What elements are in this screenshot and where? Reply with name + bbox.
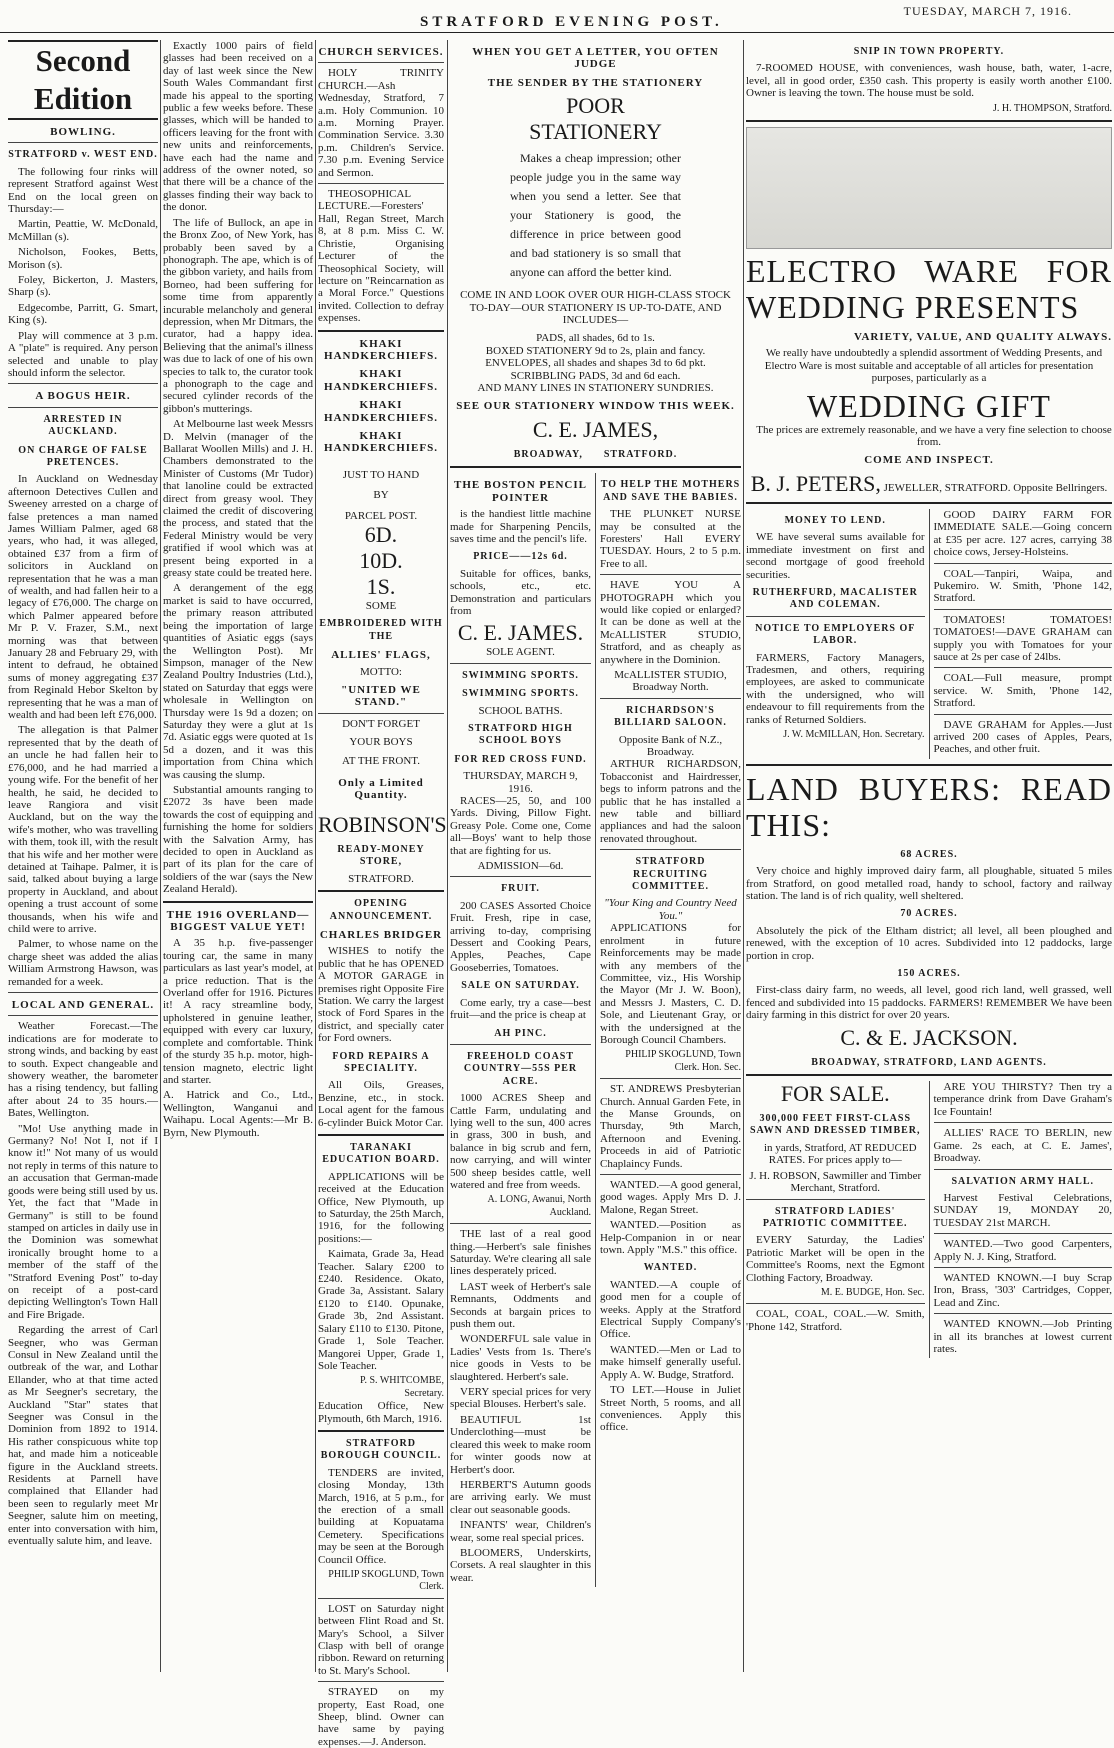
recruiting-paragraph: APPLICATIONS for enrolment in future Reinforcements may be made with any members of the Committee, viz., His Worship the Mayor (Mr J. W. Boon), and Messrs J. Masters, C. D. Sole, and Lieutenant Gray, or with the undersigned at the Borough Council Chambers.: [600, 922, 741, 1046]
money-heading: MONEY TO LEND.: [784, 514, 886, 526]
tomatoes-notice: TOMATOES! TOMATOES! TOMATOES!—DAVE GRAHAM can supply you with Tomatoes for your sauce at 2s per case of 24lbs.: [933, 613, 1112, 663]
herbert-notice: INFANTS' wear, Children's wear, some real special prices.: [450, 1519, 591, 1544]
bowling-paragraph: The following four rinks will represent Stratford against West End on the local green on Thursday:—: [8, 165, 158, 216]
your-boys: YOUR BOYS: [349, 736, 413, 749]
news-paragraph: Exactly 1000 pairs of field glasses had been received on a day of last week since the New South Wales Commandant first made his appeal to the sporting public a few weeks before. These glasses, which will be handed to officers leaving for the front with new units and reinforcements, have each had the name and address of the owner noted, so that there will be a chance of the glasses finding their way back to the donor.: [163, 40, 313, 214]
some-text: SOME: [365, 600, 397, 612]
bogus-heir-heading: A BOGUS HEIR.: [35, 390, 131, 403]
price: 10D.: [359, 548, 403, 573]
bowling-subheading: STRATFORD v. WEST END.: [8, 149, 158, 161]
wanted-notice: WANTED.—A good general, good wages. Apply Mrs D. J. Malone, Regan Street.: [600, 1179, 741, 1216]
races-paragraph: RACES—25, 50, and 100 Yards. Diving, Pillow Fight. Greasy Pole. Come one, Come all—Boys' want to help those that are fighting for us.: [450, 795, 591, 857]
peters-subtitle: JEWELLER, STRATFORD. Opposite Bellringers.: [883, 481, 1108, 494]
khaki-line: KHAKI HANDKERCHIEFS.: [324, 368, 438, 393]
borough-paragraph: TENDERS are invited, closing Monday, 13th March, 1916, at 5 p.m., for the erection of a small building at Kopuatama Cemetery. Specifications may be seen at the Borough Council Office.: [318, 1466, 444, 1566]
snip-signature: J. H. THOMPSON, Stratford.: [993, 102, 1112, 114]
swimming-heading: SWIMMING SPORTS.: [462, 669, 579, 681]
school-boys: STRATFORD HIGH SCHOOL BOYS: [468, 722, 573, 747]
snip-heading: SNIP IN TOWN PROPERTY.: [853, 46, 1005, 57]
forsale-heading: FOR SALE.: [780, 1081, 890, 1107]
snip-paragraph: 7-ROOMED HOUSE, with conveniences, wash house, bath, water, 1-acre, level, all in good order, £350 cash. This property is easily worth another £100. Owner is leaving the town. The house must be sold.: [746, 62, 1112, 100]
just-to-hand: JUST TO HAND: [342, 468, 420, 481]
billiard-paragraph: ARTHUR RICHARDSON, Tobacconist and Hairdresser, begs to inform patrons and the public that he has installed a new table and billiard appliances and had the saloon renovated throughout.: [600, 758, 741, 845]
land-paragraph: First-class dairy farm, no weeds, all level, good rich land, well grassed, well fenced and subdivided into 15 paddocks. FARMERS! REMEMBER We have been dairy farming in this district for over 20 years.: [746, 984, 1112, 1022]
james-name-2: C. E. JAMES.: [457, 620, 584, 646]
by-text: BY: [373, 489, 389, 502]
bowling-paragraph: Play will commence at 3 p.m. A "plate" is required. Any person selected and unable to play should inform the selector.: [8, 329, 158, 379]
bogus-subheading: ARRESTED IN AUCKLAND.: [43, 413, 123, 438]
column-rule: [160, 40, 161, 1672]
stationery-item: AND MANY LINES IN STATIONERY SUNDRIES.: [477, 382, 714, 395]
admission: ADMISSION—6d.: [477, 860, 564, 873]
recruiting-signature: PHILIP SKOGLUND, Town Clerk. Hon. Sec.: [625, 1049, 741, 1073]
boston-paragraph: Suitable for offices, banks, schools, etc., etc. Demonstration and particulars from: [450, 567, 591, 617]
bogus-paragraph: Palmer, to whose name on the charge sheet was added the alias William Armstrong Hawson, was remanded for a week.: [8, 938, 158, 988]
fruit-heading: FRUIT.: [501, 883, 540, 895]
local-paragraph: Regarding the arrest of Carl Seegner, who was German Consul in New Zealand until the outbreak of the war, and Lothar Ellander, who at that time acted as Mr Seegner's secretary, the Auckland "Star" states that Seegner was Consul in the Dominion from 1892 to 1914. His rather conspicuous white top hat, and made him a noticeable figure in the Auckland streets. Residents at Parnell have complained that Ellander had been seen to regularly meet Mr Seegner, salute him on meeting, enter into conversation with him, eventually salute him, and leave.: [8, 1324, 158, 1548]
electroware-illustration: [746, 127, 1112, 249]
overland-paragraph: A 35 h.p. five-passenger touring car, the same in many particulars as last year's model, at a price reduction. That is the Overland offer for 1916. Pictures it! A racy streamline body, upholstered in genuine leather, equipped with every car luxury, complete and comfortable. Think of the sturdy 35 h.p. motor, high-tension magneto, electric light and starter.: [163, 937, 313, 1086]
stationery-tagline: THE SENDER BY THE STATIONERY: [487, 76, 704, 89]
wanted-notice: WANTED.—Men or Lad to make himself generally useful. Apply A. W. Budge, Stratford.: [600, 1343, 741, 1381]
mothers-heading: TO HELP THE MOTHERS AND SAVE THE BABIES.: [600, 479, 741, 503]
bogus-paragraph: The allegation is that Palmer represented that by the death of an uncle he had fallen heir to £76,000, and he had married a young wife. For the benefit of her health, he said, he decided to leave Rangiora and visit Auckland, but on the way the wife's mother, who was travelling with them, took ill, with the result that his wife and her mother were detained at Taihape. Palmer, it is said, talked about buying a large property in Auckland, and about opening a trust account of some thousands, when his wife and child were to arrive.: [8, 724, 158, 935]
borough-heading: STRATFORD BOROUGH COUNCIL.: [320, 1437, 442, 1462]
khaki-line: KHAKI HANDKERCHIEFS.: [324, 337, 438, 362]
labor-signature: J. W. McMILLAN, Hon. Secretary.: [783, 728, 925, 740]
education-signature: P. S. WHITCOMBE, Secretary.: [360, 1375, 444, 1399]
second-edition-banner: Second Edition: [8, 40, 158, 120]
ladies-heading: STRATFORD LADIES' PATRIOTIC COMMITTEE.: [762, 1205, 908, 1229]
news-paragraph: At Melbourne last week Messrs D. Melvin (manager of the Ballarat Woollen Mills) and J. H. Chambers demonstrated to the Minister of Customs (Mr Tudor) that lanoline could be extracted direct from greasy wool. They claimed the credit of discovering the process, and stated that the Federal Ministry would be very gratified if wool which was at present being exported in a greasy state could be treated here.: [163, 418, 313, 580]
freehold-signature: A. LONG, Awanui, North Auckland.: [487, 1194, 591, 1218]
opening-heading: OPENING ANNOUNCEMENT.: [329, 898, 433, 922]
col4-left-subcolumn: [450, 473, 591, 1587]
wanted-notice: TO LET.—House in Juliet Street North, 5 rooms, and all conveniences. Apply this office.: [600, 1384, 741, 1434]
stationery-tagline: WHEN YOU GET A LETTER, YOU OFTEN JUDGE: [472, 46, 719, 71]
carpenters-notice: WANTED.—Two good Carpenters, Apply N. J. King, Stratford.: [933, 1238, 1112, 1263]
wanted-heading: WANTED.: [643, 1262, 698, 1274]
forsale-signature: J. H. ROBSON, Sawmiller and Timber Merchant, Stratford.: [749, 1169, 922, 1195]
news-paragraph: A derangement of the egg market is said to have occurred, the primary reason attributed being the importation of large quantities of Asiatic eggs (says the Wellington Post). Mr Simpson, manager of the New Zealand Poultry Industries (Ltd.), stated on Saturday that eggs were wholesale in Wellington on Thursday were 1s 9d a dozen; on Saturday they were a glut at 1s 7d. Asiatic eggs were quoted at 1s 5d a dozen, and it was this importation from China which was causing the slump.: [163, 582, 313, 781]
coal-notice: COAL, COAL, COAL.—W. Smith, 'Phone 142, Stratford.: [746, 1308, 925, 1333]
column-1: [8, 40, 158, 1672]
billiard-heading: RICHARDSON'S BILLIARD SALOON.: [614, 704, 727, 729]
swimming-heading: SWIMMING SPORTS.: [462, 688, 579, 700]
fruit-sale: SALE ON SATURDAY.: [461, 980, 580, 992]
herbert-notice: BEAUTIFUL 1st Underclothing—must be cleared this week to make room for winter goods now at Herbert's door.: [450, 1413, 591, 1476]
herbert-notice: VERY special prices for very special Blouses. Herbert's sale.: [450, 1386, 591, 1411]
forsale-subheading: 300,000 FEET FIRST-CLASS SAWN AND DRESSED TIMBER,: [749, 1113, 921, 1137]
bogus-subheading: ON CHARGE OF FALSE PRETENCES.: [18, 444, 148, 468]
khaki-line: KHAKI HANDKERCHIEFS.: [324, 429, 438, 455]
land-paragraph: Absolutely the pick of the Eltham district; all level, all been ploughed and renewed, with the exception of 10 acres. Subdivided into 12 paddocks, large portion in crop.: [746, 924, 1112, 962]
united-motto: "UNITED WE STAND.": [341, 684, 421, 709]
studio-name: McALLISTER STUDIO, Broadway North.: [614, 668, 727, 694]
land-subheading: 150 ACRES.: [897, 968, 961, 980]
recruiting-heading: STRATFORD RECRUITING COMMITTEE.: [632, 856, 709, 893]
coal-notice: COAL—Tanpiri, Waipa, and Pukemiro. W. Smith, 'Phone 142, Stratford.: [933, 567, 1112, 605]
land-paragraph: Very choice and highly improved dairy farm, all ploughable, situated 5 miles from Stratford, on good metalled road, handy to school, factory and railway station. The land is of rich quality, well sheltered.: [746, 865, 1112, 902]
dairy-notice: GOOD DAIRY FARM FOR IMMEDIATE SALE.—Going concern at £35 per acre. 127 acres, carrying 38 choice cows, Jersey-Holsteins.: [933, 508, 1112, 559]
column-rule: [743, 40, 744, 1672]
land-subheading: 68 ACRES.: [900, 848, 958, 860]
bowling-paragraph: Foley, Bickerton, J. Masters, Sharp (s).: [8, 274, 158, 299]
bowling-paragraph: Martin, Peattie, W. McDonald, McMillan (s).: [8, 218, 158, 243]
gift-paragraph: The prices are extremely reasonable, and we have a very fine selection to choose from.: [756, 423, 1112, 449]
bowling-heading: BOWLING.: [50, 126, 116, 138]
masthead-date: TUESDAY, MARCH 7, 1916.: [903, 4, 1072, 18]
khaki-line: KHAKI HANDKERCHIEFS.: [324, 399, 438, 424]
local-paragraph: Weather Forecast.—The indications are for moderate to strong winds, and backing by east to south. Expect changeable and showery weather, the barometer has a rising tendency, but falling after about 24 to 35 hours.—Bates, Wellington.: [8, 1020, 158, 1120]
lost-notice: LOST on Saturday night between Flint Road and St. Mary's School, a Silver Clasp with bell of orange ribbon. Reward on returning to St. Mary's School.: [318, 1602, 444, 1677]
inspect-text: COME AND INSPECT.: [864, 454, 994, 467]
herbert-notice: THE last of a real good thing.—Herbert's sale finishes Saturday. We're clearing all sale lines desperately priced.: [450, 1228, 591, 1278]
price: 6D.: [364, 522, 398, 547]
recruiting-slogan: "Your King and Country Need You.": [604, 897, 737, 922]
opening-paragraph: WISHES to notify the public that he has OPENED A MOTOR GARAGE in premises right Opposite Fire Station. We carry the largest stock of Ford Spares in the district, and specially cater for Ford owners.: [318, 945, 444, 1045]
column-rule: [447, 40, 448, 1672]
red-cross: FOR RED CROSS FUND.: [454, 753, 587, 765]
stationery-heading: STATIONERY: [529, 119, 662, 145]
james-name: C. E. JAMES,: [532, 416, 659, 442]
james-street: BROADWAY,: [513, 448, 583, 460]
motto-label: MOTTO:: [360, 665, 402, 678]
herbert-notice: BLOOMERS, Underskirts, Corsets. A real slaughter in this wear.: [450, 1546, 591, 1584]
overland-signature: A. Hatrick and Co., Ltd., Wellington, Wanganui and Waihapu. Local Agents:—Mr B. Byrn, New Plymouth.: [163, 1089, 313, 1139]
column-2: [163, 40, 313, 1672]
education-date: Education Office, New Plymouth, 6th March, 1916.: [318, 1400, 444, 1425]
forsale-paragraph: in yards, Stratford, AT REDUCED RATES. For prices apply to—: [763, 1141, 917, 1167]
limited-quantity: Only a Limited Quantity.: [338, 777, 424, 802]
stationery-item: ENVELOPES, all shades and shapes 3d to 6d pkt.: [485, 357, 706, 370]
column-5: [746, 40, 1112, 1672]
printing-notice: WANTED KNOWN.—Job Printing in all its branches at lowest current rates.: [933, 1318, 1112, 1355]
boston-heading: THE BOSTON PENCIL POINTER: [454, 479, 587, 504]
ready-money-store: READY-MONEY STORE,: [337, 843, 425, 868]
bowling-paragraph: Nicholson, Fookes, Betts, Morison (s).: [8, 246, 158, 271]
robinsons-name: ROBINSON'S: [318, 811, 447, 837]
embroidered-text: EMBROIDERED WITH THE: [319, 618, 443, 642]
column-4: [450, 40, 741, 1672]
stationery-item: SCRIBBLING PADS, 3d and 6d each.: [510, 369, 681, 382]
education-heading: TARANAKI EDUCATION BOARD.: [322, 1142, 440, 1166]
sole-agent: SOLE AGENT.: [486, 646, 555, 659]
electro-paragraph: We really have undoubtedly a splendid assortment of Wedding Presents, and Electro Ware is most suitable and acceptable of all articles for presentation purposes, particularly as a: [764, 347, 1103, 385]
local-paragraph: "Mo! Use anything made in Germany? No! Not I, not if I know it!" Not many of us would not reply in terms of this nature to an accusation that German-made goods were being still used by us. Yet, the fact that "Made in Germany" is still to be found stamped on articles in daily use in the Dominion was somewhat ironically brought home to a member of the staff of the "Stratford Evening Post" to-day on receipt of a post-card depicting Wellington's Town Hall and Fire Brigade.: [8, 1122, 158, 1321]
fruit-paragraph: 200 CASES Assorted Choice Fruit. Fresh, ripe in case, arriving to-day, comprising Dessert and Cooking Pears, Apples, Peaches, Cape Gooseberries, Tomatoes.: [450, 899, 591, 974]
ford-paragraph: All Oils, Greases, Benzine, etc., in stock. Local agent for the famous 6-cylinder Buick Motor Car.: [318, 1079, 444, 1129]
school-baths: SCHOOL BATHS.: [478, 704, 563, 717]
column-rule: [315, 40, 316, 1672]
money-signature: RUTHERFURD, MACALISTER AND COLEMAN.: [752, 586, 918, 611]
stationery-body: Makes a cheap impression; other people judge you in the same way when you send a letter. See that your Stationery is good, the difference in price between good and bad stationery is so small that anyone can afford the better kind.: [510, 151, 681, 280]
variety-text: VARIETY, VALUE, AND QUALITY ALWAYS.: [853, 331, 1112, 344]
mothers-paragraph: THE PLUNKET NURSE may be consulted at the Foresters' Hall EVERY TUESDAY. Hours, 2 to 5 p.m. Free to all.: [600, 508, 741, 570]
electro-heading: ELECTRO WARE FOR WEDDING PRESENTS: [746, 253, 1112, 326]
herbert-notice: WONDERFUL sale value in Ladies' Vests from 1s. There's nice goods in Vests to be slaughtered. Herbert's sale.: [450, 1333, 591, 1383]
church-notice: HOLY TRINITY CHURCH.—Ash Wednesday, Stratford, 7 a.m. Holy Communion. 10 a.m. Morning Prayer. Commination Service. 3.30 p.m. Children's Service. 7.30 p.m. Evening Service and Sermon.: [318, 67, 444, 179]
ladies-paragraph: EVERY Saturday, the Ladies' Patriotic Market will be open in the Committee's Rooms, next the Egmont Clothing Factory, Broadway.: [746, 1234, 925, 1284]
poor-heading: POOR: [566, 93, 625, 119]
land-buyers-heading: [746, 771, 1112, 843]
money-paragraph: WE have several sums available for immediate investment on first and second mortgage of good freehold securities.: [746, 531, 925, 581]
local-general-heading: LOCAL AND GENERAL.: [11, 999, 155, 1011]
ladies-signature: M. E. BUDGE, Hon. Sec.: [820, 1286, 925, 1298]
wanted-notice: WANTED.—Position as Help-Companion in or near town. Apply "M.S." this office.: [600, 1219, 741, 1257]
fruit-seller: AH PINC.: [494, 1027, 547, 1039]
stationery-window: SEE OUR STATIONERY WINDOW THIS WEEK.: [456, 400, 735, 413]
jackson-name: C. & E. JACKSON.: [840, 1024, 1018, 1050]
wedding-gift-heading: WEDDING GIFT: [807, 387, 1051, 424]
coal-notice: COAL—Full measure, prompt service. W. Smith, 'Phone 142, Stratford.: [933, 672, 1112, 710]
allies-game-notice: ALLIES' RACE TO BERLIN, new Game. 2s each, at C. E. James', Broadway.: [933, 1127, 1112, 1165]
theosophical-notice: THEOSOPHICAL LECTURE.—Foresters' Hall, Regan Street, March 8, at 8 p.m. Miss C. W. Christie, Organising Lecturer of the Theosophical Society, will lecture on "Reincarnation as a Moral Force." Questions invited. Collection to defray expenses.: [318, 188, 444, 325]
news-paragraph: The life of Bullock, an ape in the Bronx Zoo, of New York, has probably been saved by a phonograph. The ape, which is of the gibbon variety, and hails from Borneo, had been suffering for some time from apparently incurable melancholy and general depression, when Mr Ditmars, the curator, had a happy idea. Believing that the animal's illness was due to lack of one of his own species to talk to, the curator took a phonograph to the cage and secured cylinder records of the gibbon's mutterings.: [163, 216, 313, 415]
col4-right-subcolumn: [595, 473, 741, 1587]
peters-name: B. J. PETERS,: [750, 470, 881, 496]
masthead-title: STRATFORD EVENING POST.: [420, 14, 723, 30]
education-paragraph: APPLICATIONS will be received at the Education Office, New Plymouth, up to Saturday, the 25th March, 1916, for the following positions:—: [318, 1170, 444, 1245]
charles-bridger: CHARLES BRIDGER: [319, 928, 443, 941]
parcel-post: PARCEL POST.: [344, 509, 418, 522]
borough-signature: PHILIP SKOGLUND, Town Clerk.: [328, 1569, 444, 1593]
land-subheading: 70 ACRES.: [900, 908, 958, 920]
herbert-notice: LAST week of Herbert's sale Remnants, Oddments and Seconds at bargain prices to push them out.: [450, 1280, 591, 1331]
swim-date: THURSDAY, MARCH 9, 1916.: [463, 770, 578, 795]
education-paragraph: Kaimata, Grade 3a, Head Teacher. Salary £200 to £240. Residence. Okato, Grade 3a, Assistant. Salary £120 to £140. Opunake, Grade 3b, 2nd Assistant. Salary £110 to £130. Pitone, Grade 1, Sole Teacher. Mangorei Upper, Grade 1, Sole Teacher.: [318, 1248, 444, 1372]
news-paragraph: Substantial amounts ranging to £2072 3s have been made towards the cost of equipping and furnishing the home for soldiers with the Salvation Army, has decided to open in Auckland as part of its plan for the care of soldiers of the war (says the New Zealand Herald).: [163, 783, 313, 896]
salvation-heading: SALVATION ARMY HALL.: [951, 1175, 1095, 1187]
stationery-item: BOXED STATIONERY 9d to 2s, plain and fancy.: [485, 344, 706, 357]
column-3: [318, 40, 447, 1748]
scrap-notice: WANTED KNOWN.—I buy Scrap Iron, Brass, '303' Cartridges, Copper, Lead and Zinc.: [933, 1271, 1112, 1309]
labor-paragraph: FARMERS, Factory Managers, Tradesmen, and others, requiring employees, are asked to communicate with the undersigned, who will endeavour to fill requirements from the ranks of Returned Soldiers.: [746, 651, 925, 726]
bogus-paragraph: In Auckland on Wednesday afternoon Detectives Cullen and Sweeney arrested on a charge of false pretences a man named James William Palmer, aged 68 years, who had, it was alleged, obtained £37 from a firm of solicitors in Auckland on representation that he was a man of wealth, and had fallen heir to a legacy of £76,000. The charge on which Palmer appeared before Mr P. V. Frazer, S.M., next morning was that between January 28 and February 29, with intent to defraud, he obtained sums of money aggregating £37 from Reginald Hebor Skelton by representing that he was a man of wealth and had been left £76,000.: [8, 473, 158, 722]
salvation-paragraph: Harvest Festival Celebrations, SUNDAY 19, MONDAY 20, TUESDAY 21st MARCH.: [933, 1191, 1112, 1229]
freehold-paragraph: 1000 ACRES Sheep and Cattle Farm, undulating and lying well to the sun, 400 acres in grass, 300 in bush, and balance in big scrub and fern, now carrying, and will winter 500 sheep besides cattle, well watered and free from weeds.: [450, 1092, 591, 1191]
apples-notice: DAVE GRAHAM for Apples.—Just arrived 200 cases of Apples, Pears, Peaches, and other fruit.: [933, 718, 1112, 756]
wanted-notice: WANTED.—A couple of good men for a couple of weeks. Apply at the Stratford Electrical Supply Company's Office.: [600, 1278, 741, 1341]
robinsons-location: STRATFORD.: [348, 872, 414, 885]
james-town: STRATFORD.: [603, 448, 678, 460]
herbert-notice: HERBERT'S Autumn goods are arriving early. We must clear out seasonable goods.: [450, 1478, 591, 1516]
stationery-come-in: COME IN AND LOOK OVER OUR HIGH-CLASS STOCK TO-DAY—OUR STATIONERY IS UP-TO-DATE, AND INCLUDES—: [460, 289, 731, 327]
masthead: [0, 0, 1114, 33]
andrews-notice: ST. ANDREWS Presbyterian Church. Annual Garden Fete, in the Manse Grounds, on Thursday, 9th March, Afternoon and Evening. Proceeds in aid of Patriotic Chaplaincy Funds.: [600, 1083, 741, 1170]
billiard-subheading: Opposite Bank of N.Z., Broadway.: [618, 733, 723, 758]
land-buyers-1: LAND BUYERS:: [746, 770, 1001, 807]
boston-price: PRICE——12s 6d.: [473, 551, 568, 563]
photo-paragraph: HAVE YOU A PHOTOGRAPH which you would like copied or enlarged? It can be done as well at the McALLISTER STUDIO, Stratford, and as cheaply as anywhere in the Dominion.: [600, 579, 741, 666]
labor-heading: NOTICE TO EMPLOYERS OF LABOR.: [755, 622, 916, 647]
price: 1S.: [366, 574, 396, 599]
strayed-notice: STRAYED on my property, East Road, one Sheep, blind. Owner can have same by paying expenses.—J. Anderson.: [318, 1686, 444, 1748]
bowling-paragraph: Edgecombe, Parritt, G. Smart, King (s).: [8, 301, 158, 327]
dont-forget: DON'T FORGET: [342, 717, 420, 730]
overland-heading: THE 1916 OVERLAND—BIGGEST VALUE YET!: [166, 908, 310, 934]
stationery-item: PADS, all shades, 6d to 1s.: [536, 332, 655, 345]
land-buyers-2: READ THIS:: [746, 770, 1112, 843]
fruit-paragraph: Come early, try a case—best fruit—and the price is cheap at: [450, 996, 591, 1022]
allies-flags: ALLIES' FLAGS,: [331, 649, 431, 662]
freehold-heading: FREEHOLD COAST COUNTRY—55S PER ACRE.: [463, 1050, 578, 1087]
ford-heading: FORD REPAIRS A SPECIALITY.: [332, 1050, 430, 1074]
thirsty-notice: ARE YOU THIRSTY? Then try a temperance drink from Dave Graham's Ice Fountain!: [933, 1081, 1112, 1118]
church-heading: CHURCH SERVICES.: [318, 46, 444, 58]
boston-paragraph: is the handiest little machine made for Sharpening Pencils, saves time and the pencil's life.: [450, 508, 591, 545]
jackson-subtitle: BROADWAY, STRATFORD, LAND AGENTS.: [811, 1056, 1047, 1068]
at-the-front: AT THE FRONT.: [342, 754, 420, 767]
